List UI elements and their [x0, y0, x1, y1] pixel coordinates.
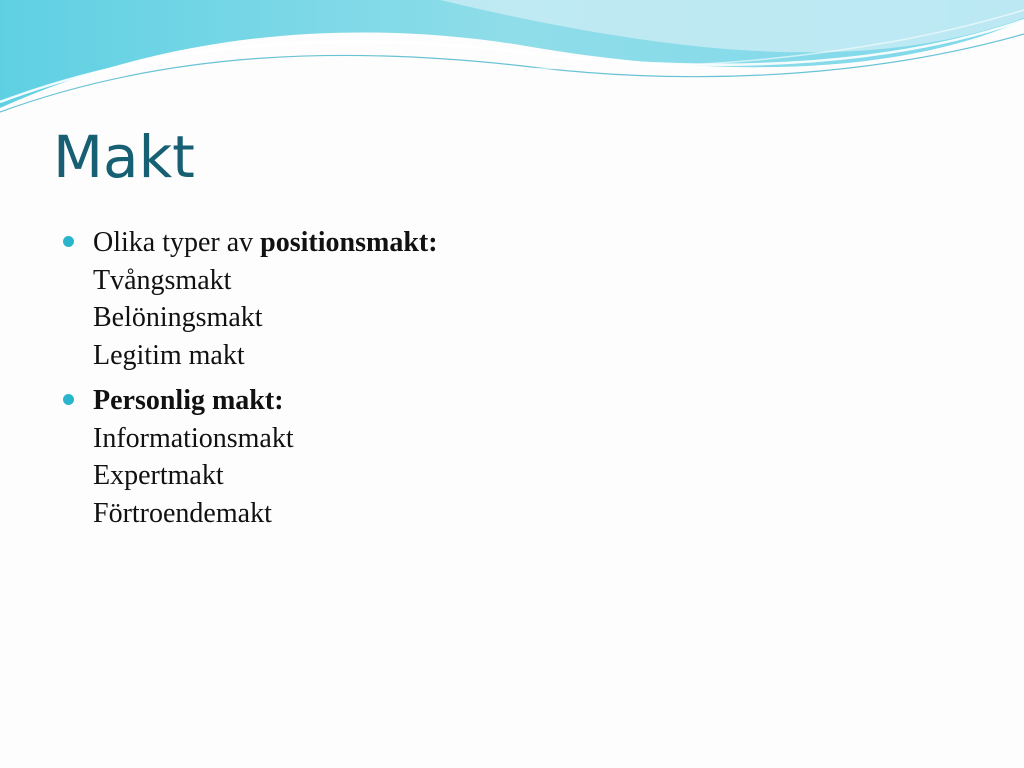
bullet-dot-icon [63, 394, 74, 405]
bullet-item-positionsmakt [62, 224, 438, 374]
bullet-dot-icon [63, 236, 74, 247]
subitem: Tvångsmakt [93, 264, 232, 296]
bullet-heading [93, 224, 438, 262]
subitem: Förtroendemakt [93, 497, 272, 529]
bullet-lead-text: Olika typer av [93, 227, 261, 258]
bullet-lead-bold: Personlig makt: [93, 385, 284, 416]
header-wave-decoration [0, 0, 1024, 130]
bullet-list [62, 224, 438, 540]
bullet-item-personlig-makt [62, 382, 438, 532]
subitem: Expertmakt [93, 460, 224, 491]
subitem: Legitim makt [93, 339, 245, 371]
subitem: Belöningsmakt [93, 302, 263, 333]
slide-title: Makt [53, 123, 195, 191]
bullet-heading [93, 382, 438, 420]
bullet-lead-bold: positionsmakt: [260, 227, 438, 258]
subitem: Informationsmakt [93, 422, 294, 454]
